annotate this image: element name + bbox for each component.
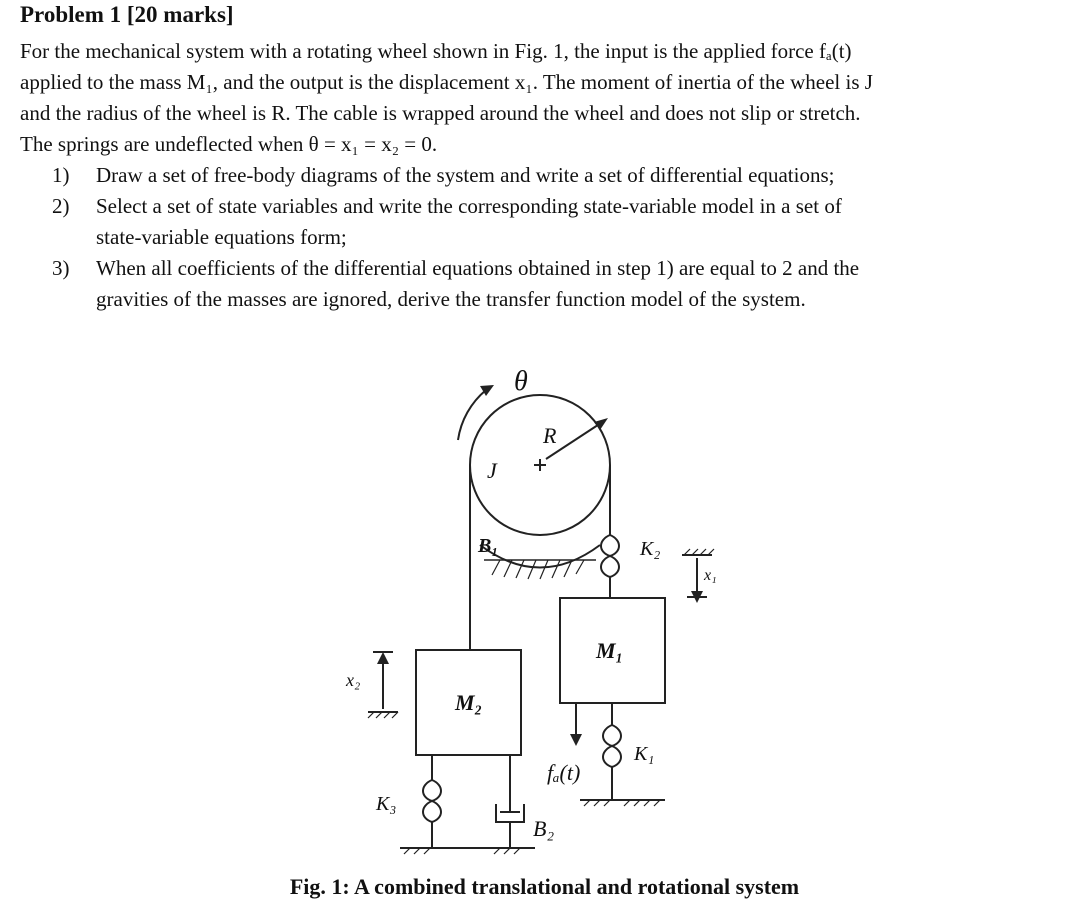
b1-label: B₁ <box>478 535 499 557</box>
m1-label: M₁ <box>596 638 624 663</box>
b1-hatch <box>492 560 584 579</box>
theta-label: θ <box>514 366 528 397</box>
question-number: 2) <box>52 194 70 218</box>
k2-label: K₂ <box>640 538 661 560</box>
problem-title: Problem 1 [20 marks] <box>20 2 234 27</box>
x2-label: x₂ <box>346 670 361 690</box>
question-text: When all coefficients of the differential equations obtained in step 1) are equal to 2 and the <box>96 256 860 280</box>
x2-arrowhead <box>377 652 389 664</box>
m2-label: M₂ <box>455 690 483 715</box>
question-1 <box>52 160 1062 191</box>
theta-arc <box>458 390 486 440</box>
mechanical-system-figure <box>0 355 1089 875</box>
spring-k1 <box>603 703 621 800</box>
force-label: fₐ(t) <box>547 760 581 785</box>
spring-k2 <box>601 535 619 598</box>
b2-label: B₂ <box>533 816 555 841</box>
inertia-label: J <box>487 458 497 483</box>
intro-line: The springs are undeflected when θ = x₁ = x₂ = 0. <box>20 132 438 156</box>
radius-arrowhead <box>594 418 608 430</box>
k3-label: K₃ <box>376 793 397 815</box>
intro-line: applied to the mass M₁, and the output is the displacement x₁. The moment of inertia of the wheel is J <box>20 70 873 94</box>
question-2 <box>52 191 1062 253</box>
intro-line: For the mechanical system with a rotating wheel shown in Fig. 1, the input is the applied force fₐ(t) <box>20 39 852 63</box>
radius-label: R <box>543 423 557 448</box>
question-3 <box>52 253 1062 315</box>
x1-label: x₁ <box>704 567 717 584</box>
question-text: Select a set of state variables and write the corresponding state-variable model in a set of <box>96 194 842 218</box>
force-arrowhead <box>570 734 582 746</box>
k1-label: K₁ <box>634 743 655 765</box>
question-text: state-variable equations form; <box>96 225 347 249</box>
spring-k3 <box>423 755 441 848</box>
problem-intro <box>20 36 1070 160</box>
question-text: gravities of the masses are ignored, derive the transfer function model of the system. <box>96 287 806 311</box>
question-text: Draw a set of free-body diagrams of the system and write a set of differential equations; <box>96 163 835 187</box>
question-number: 3) <box>52 256 70 280</box>
question-number: 1) <box>52 163 70 187</box>
figure-caption: Fig. 1: A combined translational and rotational system <box>289 874 800 899</box>
intro-line: and the radius of the wheel is R. The cable is wrapped around the wheel and does not slip or stretch. <box>20 101 861 125</box>
